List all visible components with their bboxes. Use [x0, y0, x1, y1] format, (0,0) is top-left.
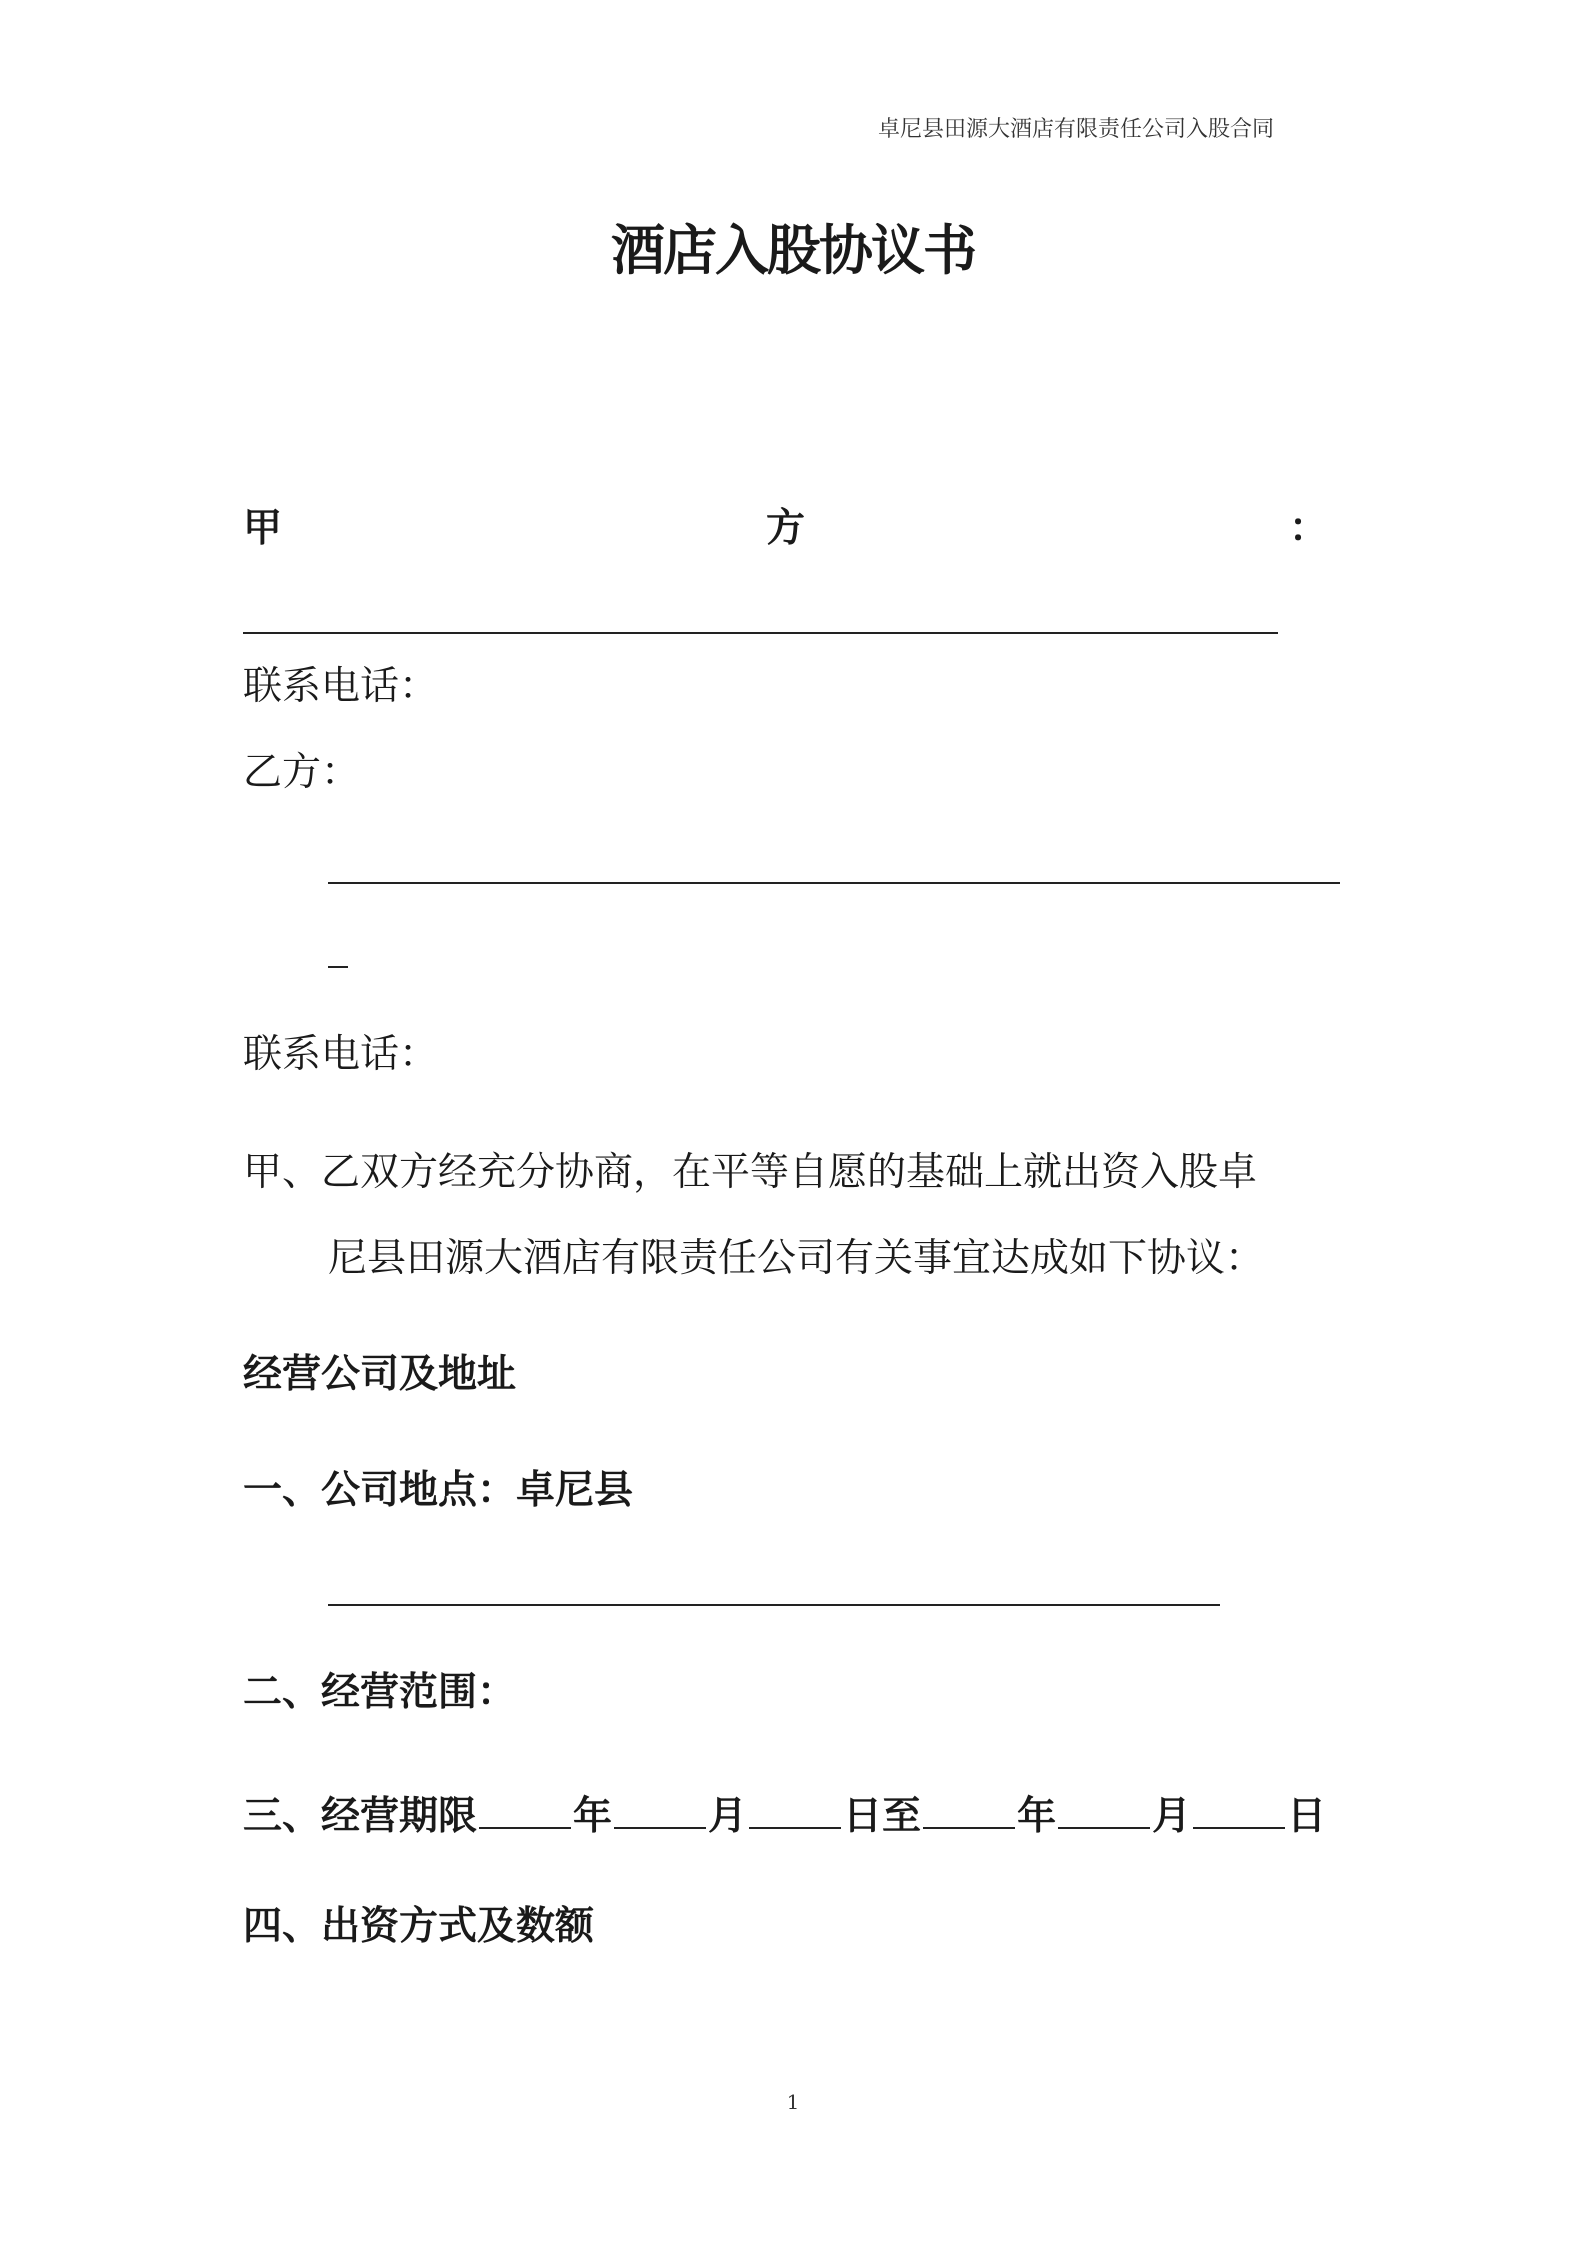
party-a-label — [243, 497, 1328, 553]
document-title: 酒店入股协议书 — [611, 219, 975, 282]
party-a-label-first: 甲 — [243, 506, 283, 551]
section-heading-company-address: 经营公司及地址 — [243, 1352, 517, 1397]
term-year-2: 年 — [1017, 1794, 1057, 1839]
intro-paragraph-line-1: 甲、乙双方经充分协商，在平等自愿的基础上就出资入股卓 — [243, 1150, 1258, 1195]
party-a-label-colon: ： — [1288, 506, 1328, 551]
term-blank-start-year — [479, 1795, 571, 1829]
term-day-2: 日 — [1287, 1794, 1327, 1839]
term-year-1: 年 — [573, 1794, 613, 1839]
item-company-location: 一、公司地点：卓尼县 — [243, 1468, 634, 1513]
header-note: 卓尼县田源大酒店有限责任公司入股合同 — [877, 117, 1274, 142]
term-blank-end-day — [1193, 1795, 1285, 1829]
term-month-1: 月 — [708, 1794, 748, 1839]
term-day-1: 日至 — [843, 1794, 922, 1839]
term-blank-end-month — [1058, 1795, 1150, 1829]
party-a-phone-label: 联系电话： — [243, 664, 439, 709]
term-blank-end-year — [923, 1795, 1015, 1829]
item-operating-term — [243, 1785, 1326, 1841]
intro-paragraph-line-2: 尼县田源大酒店有限责任公司有关事宜达成如下协议： — [328, 1236, 1265, 1281]
term-blank-start-month — [614, 1795, 706, 1829]
party-b-label: 乙方： — [243, 750, 361, 795]
term-prefix: 三、经营期限 — [243, 1794, 478, 1839]
party-b-blank-line — [328, 882, 1340, 884]
item-business-scope: 二、经营范围： — [243, 1670, 517, 1715]
party-b-blank-line-tail — [328, 966, 348, 968]
party-b-phone-label: 联系电话： — [243, 1032, 439, 1077]
term-month-2: 月 — [1152, 1794, 1192, 1839]
party-a-label-second: 方 — [765, 506, 805, 551]
term-blank-start-day — [749, 1795, 841, 1829]
item-capital-contribution: 四、出资方式及数额 — [243, 1904, 595, 1949]
company-location-blank-line — [328, 1604, 1220, 1606]
party-a-blank-line — [243, 632, 1278, 634]
page-number: 1 — [786, 2090, 800, 2114]
